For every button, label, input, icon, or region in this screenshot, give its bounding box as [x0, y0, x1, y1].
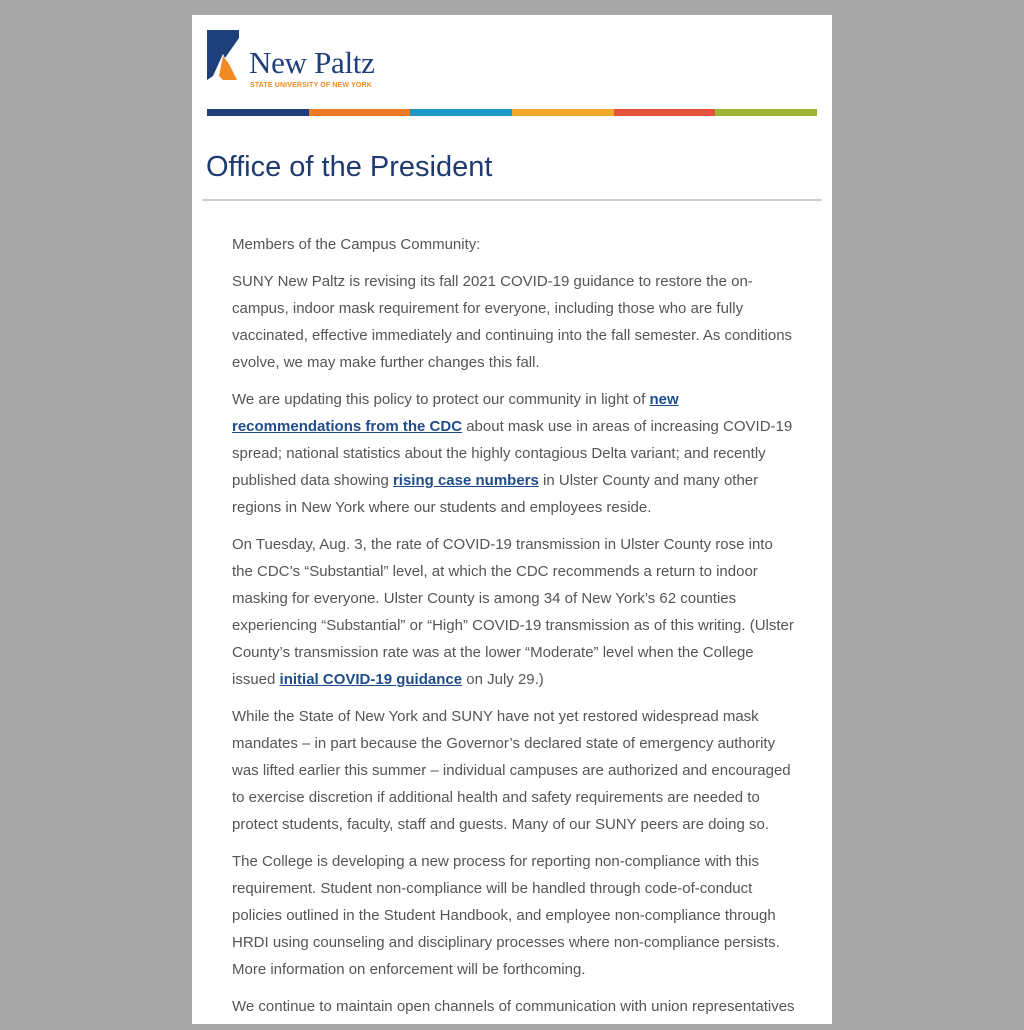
link-cdc-recommendations[interactable]: new recommendations from the CDC — [232, 391, 679, 435]
color-bar-segment — [207, 109, 309, 116]
paragraph-2-text-1: We are updating this policy to protect our community in light of — [232, 391, 650, 408]
paragraph-5: The College is developing a new process for reporting non-compliance with this requirement. Student non-compliance will be handled through code-of-conduct policies outlined in the Student Handbook, and employee non-compliance through HRDI using counseling and disciplinary processes where non-compliance persists. More information on enforcement will be forthcoming. — [232, 853, 780, 978]
logo-name: New Paltz — [249, 45, 375, 80]
email-body — [232, 231, 797, 1030]
paragraph-2-text-3: in Ulster County and many other regions in New York where our students and employees reside. — [232, 472, 759, 516]
color-bar-segment — [410, 109, 512, 116]
color-bar-segment — [614, 109, 716, 116]
paragraph-3-text-1: On Tuesday, Aug. 3, the rate of COVID-19 transmission in Ulster County rose into the CDC’s “Substantial” level, at which the CDC recommends a return to indoor masking for everyone. Ulster County is among 34 of New York’s 62 counties experiencing “Substantial” or “High” COVID-19 transmission as of this writing. (Ulster County’s transmission rate was at the lower “Moderate” level when the College issued — [232, 536, 794, 688]
link-rising-case-numbers[interactable]: rising case numbers — [392, 472, 539, 489]
color-bar-segment — [512, 109, 614, 116]
divider — [202, 199, 822, 201]
paragraph-4: While the State of New York and SUNY have not yet restored widespread mask mandates – in part because the Governor’s declared state of emergency authority was lifted earlier this summer – individual campuses are authorized and encouraged to exercise discretion if additional health and safety requirements are needed to protect students, faculty, staff and guests. Many of our SUNY peers are doing so. — [232, 708, 791, 833]
email-page — [192, 15, 832, 1024]
link-initial-covid-guidance[interactable]: initial COVID-19 guidance — [279, 671, 463, 688]
salutation: Members of the Campus Community: — [232, 236, 481, 253]
color-bar-segment — [309, 109, 411, 116]
paragraph-2-text-2: about mask use in areas of increasing COVID-19 spread; national statistics about the highly contagious Delta variant; and recently published data showing — [232, 418, 793, 489]
paragraph-6: We continue to maintain open channels of communication with union representatives — [232, 998, 795, 1015]
paragraph-3-text-2: on July 29.) — [462, 671, 544, 688]
color-bar — [207, 109, 817, 116]
page-title: Office of the President — [206, 151, 493, 183]
color-bar-segment — [715, 109, 817, 116]
paragraph-3 — [232, 531, 797, 693]
paragraph-1: SUNY New Paltz is revising its fall 2021 COVID-19 guidance to restore the on-campus, indoor mask requirement for everyone, including those who are fully vaccinated, effective immediately and continuing into the fall semester. As conditions evolve, we may make further changes this fall. — [232, 273, 793, 371]
logo-tagline: STATE UNIVERSITY OF NEW YORK — [250, 82, 372, 89]
logo-mark-icon — [207, 30, 241, 80]
new-paltz-logo[interactable] — [207, 30, 407, 94]
paragraph-2 — [232, 386, 797, 521]
